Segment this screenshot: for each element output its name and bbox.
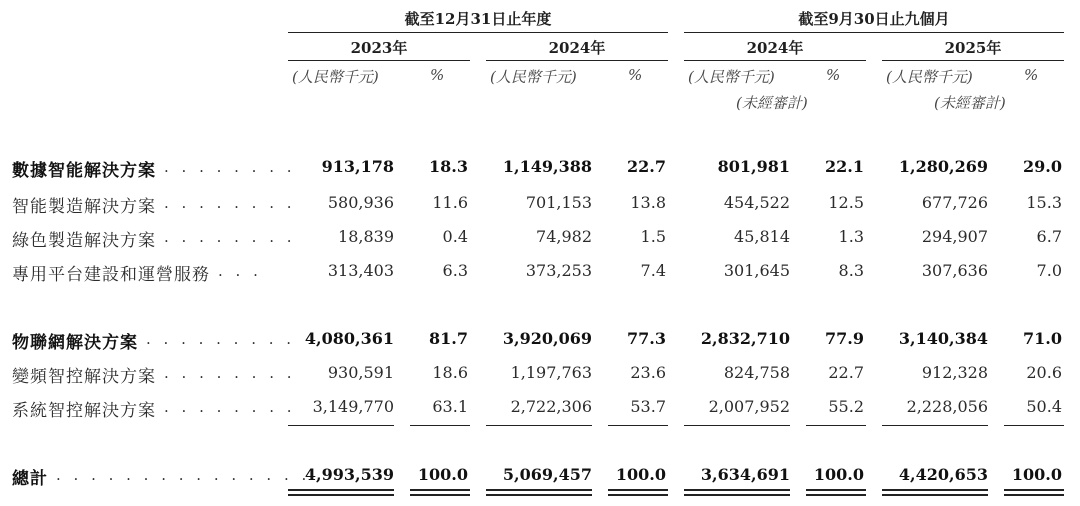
table-row-amount: 45,814 — [734, 227, 790, 246]
year-header-2025: 2025年 — [944, 39, 1002, 57]
table-row-amount: 580,936 — [327, 193, 394, 212]
year-header-2024-nine-months: 2024年 — [746, 39, 804, 57]
total-double-rule-line — [288, 494, 394, 496]
table-row-leader-dots: . . . . . . . . — [164, 228, 296, 246]
subtotal-rule — [608, 425, 668, 426]
table-row-amount: 677,726 — [921, 193, 988, 212]
year-header-2023: 2023年 — [350, 39, 408, 57]
subtotal-rule — [1004, 425, 1064, 426]
subtotal-rule — [410, 425, 470, 426]
total-double-rule-line — [806, 489, 866, 491]
table-row-leader-dots: . . . . . . . . — [164, 194, 296, 212]
table-row-percent: 13.8 — [630, 193, 666, 212]
table-row-label: 物聯網解決方案 — [12, 333, 138, 353]
table-row-amount: 313,403 — [327, 261, 394, 280]
total-double-rule-line — [684, 489, 790, 491]
subtotal-rule — [288, 425, 394, 426]
table-row-amount: 2,832,710 — [700, 329, 790, 348]
total-double-rule-line — [288, 489, 394, 491]
table-row-percent: 77.9 — [825, 329, 864, 348]
unit-label: (人民幣千元) — [886, 68, 973, 86]
table-row-percent: 15.3 — [1026, 193, 1062, 212]
year-rule-4 — [882, 60, 1064, 61]
total-row-amount: 4,993,539 — [304, 465, 394, 484]
period-rule-nine-months — [684, 32, 1064, 33]
total-row-percent: 100.0 — [417, 465, 468, 484]
pct-label: % — [826, 66, 841, 84]
table-row-percent: 81.7 — [429, 329, 468, 348]
unit-label: (人民幣千元) — [292, 68, 379, 86]
total-row-amount: 5,069,457 — [502, 465, 592, 484]
table-row-percent: 0.4 — [442, 227, 468, 246]
total-row-percent: 100.0 — [1011, 465, 1062, 484]
pct-label: % — [628, 66, 643, 84]
table-row-percent: 22.7 — [828, 363, 864, 382]
table-row-amount: 3,140,384 — [898, 329, 988, 348]
total-double-rule-line — [1004, 494, 1064, 496]
table-row-percent: 6.3 — [442, 261, 468, 280]
year-rule-2 — [486, 60, 668, 61]
table-row-amount: 2,007,952 — [708, 397, 790, 416]
total-double-rule-line — [684, 494, 790, 496]
table-row-percent: 29.0 — [1023, 157, 1062, 176]
pct-label: % — [1024, 66, 1039, 84]
table-row-leader-dots: . . . . . . . . . — [146, 330, 296, 348]
total-double-rule-line — [410, 489, 470, 491]
table-row-amount: 294,907 — [921, 227, 988, 246]
table-row-percent: 18.6 — [432, 363, 468, 382]
table-row-amount: 2,228,056 — [906, 397, 988, 416]
table-row-amount: 307,636 — [921, 261, 988, 280]
table-row-amount: 373,253 — [525, 261, 592, 280]
table-row-percent: 22.1 — [825, 157, 864, 176]
table-row-amount: 4,080,361 — [304, 329, 394, 348]
table-row-percent: 23.6 — [630, 363, 666, 382]
table-row-percent: 1.5 — [640, 227, 666, 246]
table-row-label: 數據智能解決方案 — [12, 161, 156, 181]
table-row-amount: 1,149,388 — [502, 157, 592, 176]
table-row-leader-dots: . . . . . . . . — [164, 398, 296, 416]
table-row-percent: 6.7 — [1036, 227, 1062, 246]
total-row-leader-dots: . . . . . . . . . . . . . . . — [56, 466, 311, 484]
year-header-2024-annual: 2024年 — [548, 39, 606, 57]
table-row-percent: 20.6 — [1026, 363, 1062, 382]
table-row-amount: 1,197,763 — [510, 363, 592, 382]
table-row-percent: 22.7 — [627, 157, 666, 176]
table-row-amount: 930,591 — [327, 363, 394, 382]
total-double-rule-line — [608, 489, 668, 491]
table-row-percent: 7.4 — [640, 261, 666, 280]
table-row-amount: 454,522 — [723, 193, 790, 212]
unaudited-label: (未經審計) — [736, 94, 808, 112]
table-row-amount: 74,982 — [536, 227, 592, 246]
subtotal-rule — [882, 425, 988, 426]
total-double-rule-line — [486, 494, 592, 496]
total-row-percent: 100.0 — [615, 465, 666, 484]
table-row-percent: 71.0 — [1023, 329, 1062, 348]
total-double-rule-line — [882, 489, 988, 491]
table-row-percent: 63.1 — [432, 397, 468, 416]
table-row-percent: 7.0 — [1036, 261, 1062, 280]
table-row-percent: 53.7 — [630, 397, 666, 416]
table-row-percent: 55.2 — [828, 397, 864, 416]
subtotal-rule — [486, 425, 592, 426]
unit-label: (人民幣千元) — [490, 68, 577, 86]
table-row-amount: 2,722,306 — [510, 397, 592, 416]
unaudited-label: (未經審計) — [934, 94, 1006, 112]
total-row-label: 總計 — [12, 469, 48, 489]
table-row-leader-dots: . . . . . . . . — [164, 364, 296, 382]
table-row-amount: 912,328 — [921, 363, 988, 382]
table-row-percent: 77.3 — [627, 329, 666, 348]
total-double-rule-line — [486, 489, 592, 491]
pct-label: % — [430, 66, 445, 84]
table-row-label: 智能製造解決方案 — [12, 197, 156, 217]
table-row-amount: 913,178 — [321, 157, 394, 176]
table-row-amount: 701,153 — [525, 193, 592, 212]
total-row-amount: 4,420,653 — [898, 465, 988, 484]
period-header-annual: 截至12月31日止年度 — [404, 10, 552, 28]
table-row-percent: 8.3 — [838, 261, 864, 280]
total-double-rule-line — [882, 494, 988, 496]
table-row-label: 綠色製造解決方案 — [12, 231, 156, 251]
year-rule-3 — [684, 60, 866, 61]
table-row-amount: 1,280,269 — [898, 157, 988, 176]
year-rule-1 — [288, 60, 470, 61]
table-row-leader-dots: . . . . . . . . — [164, 158, 296, 176]
total-row-amount: 3,634,691 — [700, 465, 790, 484]
period-header-nine-months: 截至9月30日止九個月 — [798, 10, 950, 28]
table-row-amount: 301,645 — [723, 261, 790, 280]
total-double-rule-line — [1004, 489, 1064, 491]
table-row-amount: 801,981 — [717, 157, 790, 176]
subtotal-rule — [806, 425, 866, 426]
table-row-label: 專用平台建設和運營服務 — [12, 265, 210, 285]
table-row-amount: 3,920,069 — [502, 329, 592, 348]
table-row-amount: 18,839 — [338, 227, 394, 246]
total-double-rule-line — [410, 494, 470, 496]
table-row-percent: 1.3 — [838, 227, 864, 246]
subtotal-rule — [684, 425, 790, 426]
table-row-label: 系統智控解決方案 — [12, 401, 156, 421]
table-row-percent: 18.3 — [429, 157, 468, 176]
table-row-percent: 11.6 — [432, 193, 468, 212]
total-double-rule-line — [806, 494, 866, 496]
total-row-percent: 100.0 — [813, 465, 864, 484]
unit-label: (人民幣千元) — [688, 68, 775, 86]
table-row-percent: 12.5 — [828, 193, 864, 212]
table-row-amount: 3,149,770 — [312, 397, 394, 416]
table-row-percent: 50.4 — [1026, 397, 1062, 416]
table-row-label: 變頻智控解決方案 — [12, 367, 156, 387]
period-rule-annual — [288, 32, 668, 33]
table-row-amount: 824,758 — [723, 363, 790, 382]
table-row-leader-dots: . . . — [218, 262, 262, 280]
total-double-rule-line — [608, 494, 668, 496]
